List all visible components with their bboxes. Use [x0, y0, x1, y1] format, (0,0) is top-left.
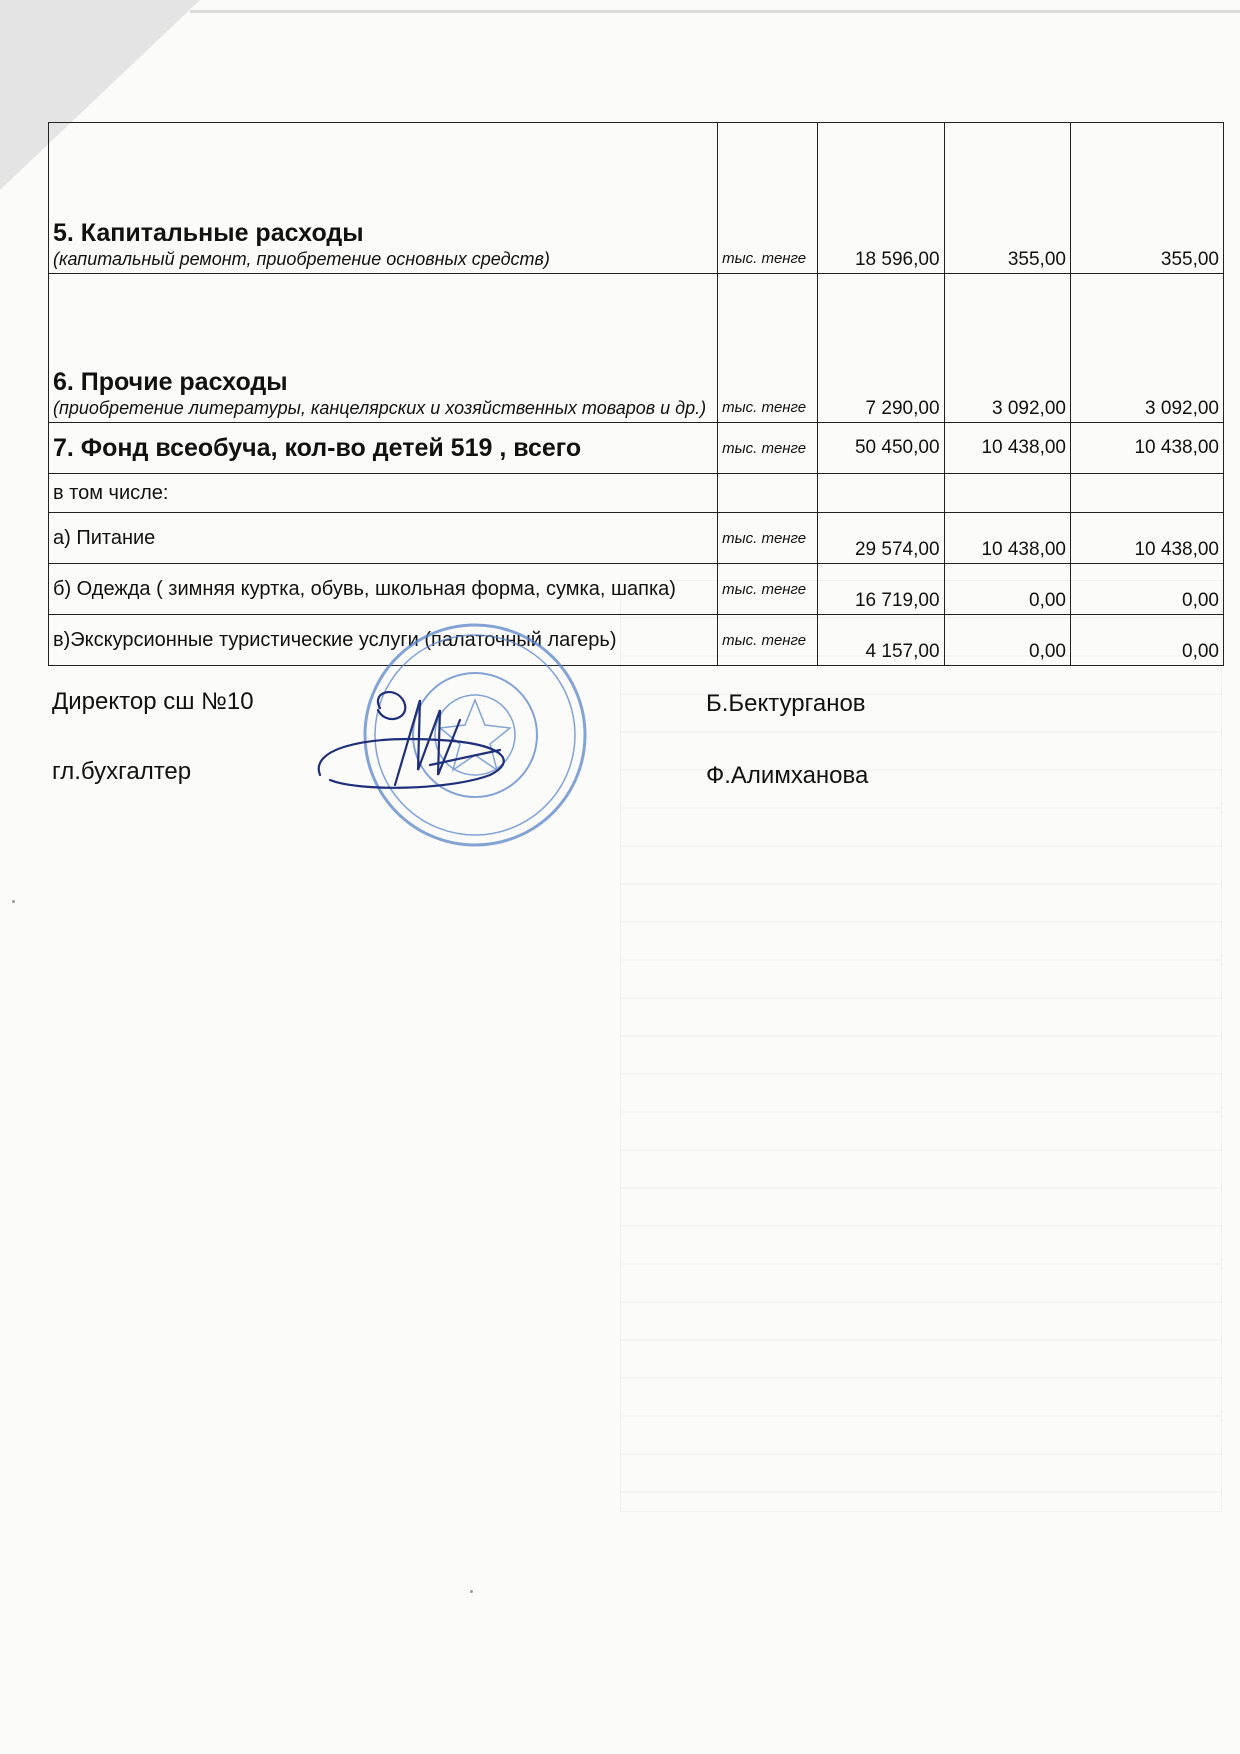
value-cell-3: 355,00 — [1070, 123, 1223, 274]
value-cell-3: 3 092,00 — [1070, 274, 1223, 423]
unit-cell: тыс. тенге — [718, 423, 818, 474]
value-cell-3: 0,00 — [1070, 564, 1223, 615]
table-row-clothing — [49, 564, 1224, 615]
row-title: 6. Прочие расходы — [53, 368, 288, 396]
row-label-cell: б) Одежда ( зимняя куртка, обувь, школьная форма, сумка, шапка) — [49, 564, 718, 615]
value-cell-2: 10 438,00 — [944, 513, 1070, 564]
value-cell-2: 0,00 — [944, 615, 1070, 666]
value-cell-1 — [818, 474, 944, 513]
value-cell-1: 16 719,00 — [818, 564, 944, 615]
value-cell-3: 10 438,00 — [1070, 423, 1223, 474]
value-cell-3: 0,00 — [1070, 615, 1223, 666]
table-row-including — [49, 474, 1224, 513]
value-cell-1: 50 450,00 — [818, 423, 944, 474]
director-title: Директор сш №10 — [52, 688, 254, 715]
scan-speck — [12, 900, 15, 903]
budget-report-table — [48, 122, 1224, 666]
accountant-name: Ф.Алимханова — [706, 762, 869, 789]
unit-cell: тыс. тенге — [718, 123, 818, 274]
page-top-edge — [190, 10, 1240, 13]
table-row-other-expenses — [49, 274, 1224, 423]
unit-cell: тыс. тенге — [718, 564, 818, 615]
value-cell-1: 4 157,00 — [818, 615, 944, 666]
row-title: 5. Капитальные расходы — [53, 219, 364, 247]
table-row-capital-expenses — [49, 123, 1224, 274]
value-cell-2: 10 438,00 — [944, 423, 1070, 474]
row-subtitle: (приобретение литературы, канцелярских и хозяйственных товаров и др.) — [53, 398, 707, 418]
value-cell-2: 0,00 — [944, 564, 1070, 615]
row-label-cell — [49, 423, 718, 474]
row-label-cell — [49, 274, 718, 423]
row-label-cell: в том числе: — [49, 474, 718, 513]
value-cell-1: 29 574,00 — [818, 513, 944, 564]
table-row-excursions — [49, 615, 1224, 666]
unit-cell — [718, 474, 818, 513]
value-cell-2: 3 092,00 — [944, 274, 1070, 423]
accountant-title: гл.бухгалтер — [52, 758, 192, 785]
table-row-education-fund — [49, 423, 1224, 474]
unit-cell: тыс. тенге — [718, 274, 818, 423]
scan-speck — [470, 1590, 473, 1593]
row-label-cell — [49, 123, 718, 274]
value-cell-2 — [944, 474, 1070, 513]
row-label-cell: в)Экскурсионные туристические услуги (палаточный лагерь) — [49, 615, 718, 666]
row-subtitle: (капитальный ремонт, приобретение основных средств) — [53, 249, 550, 269]
bleed-through-table — [620, 580, 1222, 1512]
handwritten-signature — [300, 680, 530, 810]
row-label-cell: а) Питание — [49, 513, 718, 564]
value-cell-1: 18 596,00 — [818, 123, 944, 274]
row-title: 7. Фонд всеобуча, кол-во детей 519 , всего — [53, 433, 582, 462]
table-row-food — [49, 513, 1224, 564]
value-cell-3 — [1070, 474, 1223, 513]
value-cell-1: 7 290,00 — [818, 274, 944, 423]
value-cell-3: 10 438,00 — [1070, 513, 1223, 564]
unit-cell: тыс. тенге — [718, 513, 818, 564]
director-name: Б.Бектурганов — [706, 690, 866, 717]
value-cell-2: 355,00 — [944, 123, 1070, 274]
unit-cell: тыс. тенге — [718, 615, 818, 666]
